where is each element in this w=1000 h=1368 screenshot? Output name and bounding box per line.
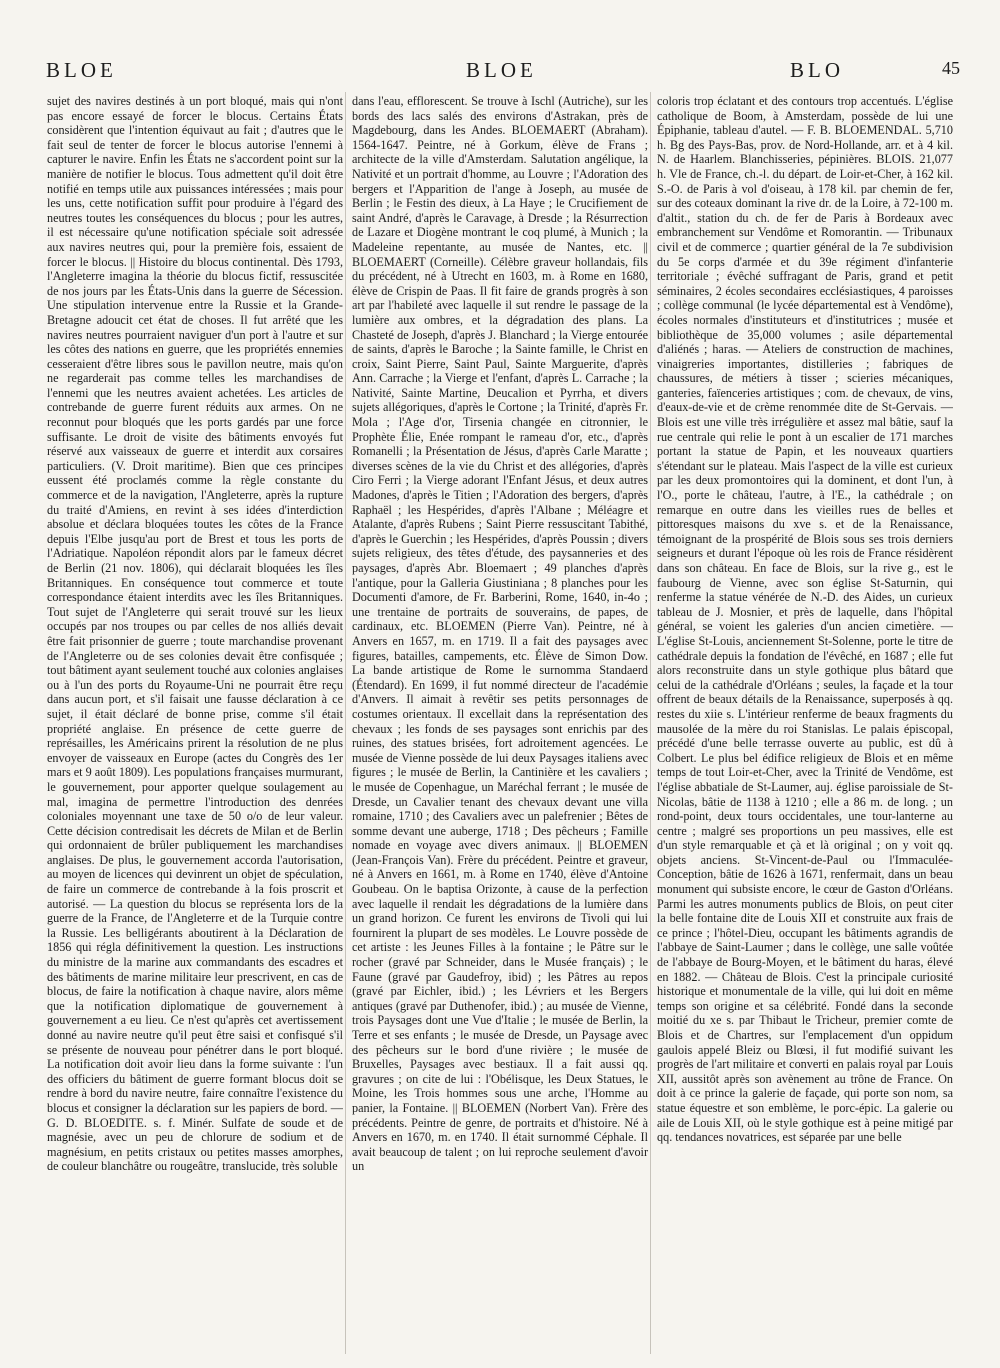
- column-divider: [345, 92, 346, 1354]
- header-center-word: BLOE: [466, 58, 537, 82]
- text-column-2: [352, 94, 648, 1350]
- text-column-1: [47, 94, 343, 1350]
- column-3-text: coloris trop éclatant et des contours trop accentués. L'église catholique de Boom, à Amsterdam, possède de lui une Épiphanie, tableau d'autel. — F. B. BLOEMENDAL. 5,710 h. Bg des Pays-Bas, prov. de Nord-Hollande, arr. et à 4 kil. N. de Haarlem. Blanchisseries, pépinières. BLOIS. 21,077 h. Vle de France, ch.-l. du départ. de Loir-et-Cher, à 162 kil. S.-O. de Paris à vol d'oiseau, à 178 kil. par chemin de fer, sur des coteaux dominant la rive dr. de la Loire, à 72-100 m. d'altit., station du ch. de fer de Paris à Bordeaux avec embranchement sur Vendôme et Romorantin. — Tribunaux civil et de commerce ; quartier général de la 7e subdivision du 5e corps d'armée et du 39e régiment d'infanterie territoriale ; évêché suffragant de Paris, grand et petit séminaires, 2 écoles secondaires ecclésiastiques, 4 paroisses ; collège communal (le lycée départemental est à Vendôme), écoles normales d'instituteurs et d'institutrices ; musée et bibliothèque de 35,000 volumes ; asile départemental d'aliénés ; haras. — Ateliers de construction de machines, vinaigreries importantes, distilleries ; fabriques de chaussures, de métiers à tisser ; scieries mécaniques, ganteries, faïenceries artistiques ; com. de chevaux, de vins, d'eaux-de-vie et de crème renommée dite de St-Gervais. — Blois est une ville très irrégulière et assez mal bâtie, sauf la rue centrale qui relie le pont à un escalier de 171 marches portant la statue de Papin, et les nouveaux quartiers s'étendant sur le plateau. Mais l'aspect de la ville est curieux par les deux promontoires qui la dominent, et dont l'un, à l'O., porte le château, l'autre, à l'E., la cathédrale ; on remarque en outre dans les vieilles rues de belles et pittoresques maisons du xve s. et de la Renaissance, témoignant de la prospérité de Blois sous ses trois derniers seigneurs et durant l'époque où les rois de France résidèrent dans son château. En face de Blois, sur la rive g., est le faubourg de Vienne, avec son église St-Saturnin, qui renferme la statue vénérée de N.-D. des Aides, un curieux tableau de J. Mosnier, et près de laquelle, dans l'hôpital général, se voient les galeries d'un ancien cimetière. — L'église St-Louis, anciennement St-Solenne, porte le titre de cathédrale depuis la fondation de l'évêché, en 1687 ; elle fut alors reconstruite dans un style gothique plus bâtard que celui de la cathédrale d'Orléans ; seules, la façade et la tour offrent de beaux détails de la Renaissance, superposés à qq. restes du xiie s. L'intérieur renferme de beaux fragments du mausolée de la mère du roi Stanislas. Le palais épiscopal, précédé d'une belle terrasse ouverte au public, est dû à Colbert. Le plus bel édifice religieux de Blois et en même temps de tout Loir-et-Cher, avec la Trinité de Vendôme, est l'église abbatiale de St-Laumer, auj. église paroissiale de St-Nicolas, bâtie de 1138 à 1210 ; elle a 86 m. de long. ; un rond-point, deux tours occidentales, une tour-lanterne au centre ; malgré ses proportions un peu massives, elle est d'un style remarquable et çà et là original ; on y voit qq. objets anciens. St-Vincent-de-Paul ou l'Immaculée-Conception, bâtie de 1626 à 1671, renfermait, dans un beau monument qui subsiste encore, le cœur de Gaston d'Orléans. Parmi les autres monuments publics de Blois, on peut citer la belle fontaine dite de Louis XII et construite aux frais de ce prince ; l'hôtel-Dieu, occupant les bâtiments agrandis de l'abbaye de Saint-Laumer ; dans le collège, une salle voûtée de l'abbaye de Bourg-Moyen, et le bâtiment du haras, élevé en 1882. — Château de Blois. C'est la principale curiosité historique et monumentale de la ville, qui lui doit en même temps son origine et sa célébrité. Fondé dans la seconde moitié du xe s. par Thibaut le Tricheur, premier comte de Blois et de Chartres, sur l'emplacement d'un oppidum gaulois appelé Bleiz ou Blœsi, il fut modifié suivant les progrès de l'art militaire et converti en palais royal par Louis XII, aussitôt après son avènement au trône de France. On doit à ce prince la galerie de façade, qui porte son nom, sa statue équestre et son emblème, le porc-épic. La galerie ou aile de Louis XII, où le style gothique est à peine mitigé par qq. tendances novatrices, est séparée par une belle: [657, 94, 953, 1145]
- column-2-text: dans l'eau, efflorescent. Se trouve à Ischl (Autriche), sur les bords des lacs salés des environs d'Astrakan, près de Magdebourg, dans les Andes. BLOEMAERT (Abraham). 1564-1647. Peintre, né à Gorkum, élève de Frans ; architecte de la ville d'Amsterdam. Salutation angélique, la Nativité et un portrait d'homme, au Louvre ; l'Adoration des bergers et l'Apparition de l'ange à Joseph, au musée de Berlin ; le Festin des dieux, à La Haye ; le Crucifiement de saint André, d'après le Caravage, à Dresde ; la Résurrection de Lazare et Diogène montrant le coq plumé, à Munich ; la Madeleine repentante, au musée de Nantes, etc. || BLOEMAERT (Corneille). Célèbre graveur hollandais, fils du précédent, né à Utrecht en 1603, m. à Rome en 1680, élève de Crispin de Paas. Il fit faire de grands progrès à son art par l'habileté avec laquelle il sut rendre le passage de la lumière aux ombres, et la dégradation des plans. La Chasteté de Joseph, d'après J. Blanchard ; la Vierge entourée de saints, d'après le Baroche ; la Sainte famille, le Christ en croix, Saint Pierre, Saint Paul, Sainte Marguerite, d'après Ann. Carrache ; la Vierge et l'enfant, d'après L. Carrache ; la Nativité, Sainte Martine, Deucalion et Pyrrha, et divers sujets allégoriques, d'après le Cortone ; la Trinité, d'après Fr. Mola ; l'Age d'or, Tirsenia changée en citronnier, le Prophète Élie, Enée rompant le rameau d'or, etc., d'après Romanelli ; la Présentation de Jésus, d'après Carle Maratte ; diverses scènes de la vie du Christ et des allégories, d'après Ciro Ferri ; la Vierge adorant l'Enfant Jésus, et deux autres Madones, d'après le Titien ; l'Adoration des bergers, d'après Raphaël ; les Hespérides, d'après l'Albane ; Méléagre et Atalante, d'après Rubens ; Saint Pierre ressuscitant Tabithé, d'après le Guerchin ; les Hespérides, d'après Poussin ; divers sujets religieux, des têtes d'étude, des paysanneries et des paysages, d'après Abr. Bloemaert ; 49 planches d'après l'antique, pour la Galleria Giustiniana ; 8 planches pour les Documenti d'amore, de Fr. Barberini, Rome, 1640, in-4o ; une trentaine de portraits de souverains, de papes, de cardinaux, etc. BLOEMEN (Pierre Van). Peintre, né à Anvers en 1657, m. en 1719. Il a fait des paysages avec figures, batailles, campements, etc. Élève de Simon Dow. La bande artistique de Rome le surnomma Standaerd (Étendard). En 1699, il fut nommé directeur de l'académie d'Anvers. Il aimait à revêtir ses petits personnages de costumes orientaux. Il excellait dans la représentation des chevaux ; les fonds de ses paysages sont enrichis par des ruines, des statues brisées, fort adroitement agencées. Le musée de Vienne possède de lui deux Paysages italiens avec figures ; le musée de Berlin, la Cantinière et les cavaliers ; le musée de Copenhague, un Maréchal ferrant ; le musée de Dresde, un Cavalier tenant des chevaux devant une villa romaine, 1710 ; des Cavaliers avec un palefrenier ; Bêtes de somme devant une auberge, 1718 ; Des pêcheurs ; Famille nomade en voyage avec divers animaux. || BLOEMEN (Jean-François Van). Frère du précédent. Peintre et graveur, né à Anvers en 1661, m. à Rome en 1740, élève d'Antoine Goubeau. On le baptisa Orizonte, à cause de la perfection avec laquelle il rendait les dégradations de la lumière dans un grand horizon. Ce furent les environs de Tivoli qui lui fournirent la plupart de ses modèles. Le Louvre possède de cet artiste : les Jeunes Filles à la fontaine ; le Pâtre sur le rocher (gravé par Schneider, dans le Musée français) ; le Faune (gravé par Gaudefroy, ibid) ; les Pâtres au repos (gravé par Eichler, ibid.) ; les Lévriers et les Bergers antiques (gravé par Duthenofer, ibid.) ; au musée de Vienne, trois Paysages dont une Vue d'Italie ; le musée de Berlin, la Terre et ses enfants ; le musée de Dresde, un Paysage avec des pêcheurs sur le bord d'une rivière ; le musée de Bruxelles, Paysages avec bestiaux. Il a fait aussi qq. gravures ; on cite de lui : l'Obélisque, les Deux Statues, le Moine, les Trois hommes sous une arche, l'Homme au panier, la Fontaine. || BLOEMEN (Norbert Van). Frère des précédents. Peintre de genre, de portraits et d'histoire. Né à Anvers en 1670, m. en 1740. Il était surnommé Céphale. Il avait beaucoup de talent ; on lui reproche seulement d'avoir un: [352, 94, 648, 1174]
- header-right-word: BLO: [790, 58, 844, 82]
- running-header: [40, 58, 960, 84]
- header-left-word: BLOE: [46, 58, 117, 82]
- column-divider: [650, 92, 651, 1354]
- text-column-3: [657, 94, 953, 1350]
- column-1-text: sujet des navires destinés à un port bloqué, mais qui n'ont pas encore essayé de forcer le blocus. Certains États considèrent que l'intention équivaut au fait ; d'autres que le fait seul de tenter de forcer le blocus autorise l'ennemi à capturer le navire. Enfin les États ne s'accordent point sur la manière de notifier le blocus. Tous admettent qu'il doit être notifié en temps utile aux puissances intéressées ; mais pour les uns, cette notification suffit pour produire à l'égard des neutres toutes les conséquences du blocus ; pour les autres, il est nécessaire qu'une notification spéciale soit adressée aux navires neutres qui, pour la première fois, essaient de forcer le blocus. || Histoire du blocus continental. Dès 1793, l'Angleterre imagina la théorie du blocus fictif, ressuscitée de nos jours par les États-Unis dans la guerre de Sécession. Une stipulation intervenue entre la Russie et la Grande-Bretagne adoucit cet état de choses. Il fut arrêté que les navires neutres pourraient naviguer d'un port à l'autre et sur les côtes des nations en guerre, que les propriétés ennemies cesseraient d'être libres sous le pavillon neutre, mais qu'on ne regarderait pas comme telles les marchandises de l'ennemi que les neutres avaient achetées. Les articles de contrebande de guerre furent réduits aux armes. On ne reconnut pour bloqués que les ports gardés par une force suffisante. Le droit de visite des bâtiments envoyés fut réservé aux vaisseaux de guerre et interdit aux corsaires particuliers. (V. Droit maritime). Bien que ces principes eussent été proclamés comme la règle constante du commerce et de la navigation, l'Angleterre, après la rupture du traité d'Amiens, en revint à ses idées d'interdiction absolue et déclara bloquées toutes les côtes de la France depuis l'Elbe jusqu'au port de Brest et tous les ports de l'Adriatique. Napoléon répondit alors par le fameux décret de Berlin (21 nov. 1806), qui déclarait bloquées les îles Britanniques. En conséquence tout commerce et toute correspondance étaient interdits avec les îles Britanniques. Tout sujet de l'Angleterre qui serait trouvé sur les lieux occupés par nos troupes ou par celles de nos alliés devait être fait prisonnier de guerre ; toute marchandise provenant de l'Angleterre ou de ses colonies devait être confisquée ; tout bâtiment ayant seulement touché aux colonies anglaises ou à l'un des ports du Royaume-Uni ne pourrait être reçu dans aucun port, et s'il faisait une fausse déclaration à ce sujet, il était déclaré de bonne prise, comme s'il était propriété anglaise. En présence de cette guerre de représailles, les Américains prirent la résolution de ne plus envoyer de vaisseaux en Europe (actes du Congrès des 1er mars et 9 août 1809). Les populations françaises murmurant, le gouvernement, pour apporter quelque soulagement au mal, imagina de permettre l'introduction des denrées coloniales moyennant une taxe de 50 o/o de leur valeur. Cette décision contredisait les décrets de Milan et de Berlin qui ordonnaient de brûler publiquement les marchandises anglaises. De plus, le gouvernement accorda l'autorisation, au moyen de licences qui devinrent un objet de spéculation, de faire un commerce de contrebande à la fois proscrit et autorisé. — La question du blocus se représenta lors de la guerre de la France, de l'Angleterre et de la Turquie contre la Russie. Les belligérants aboutirent à la Déclaration de 1856 qui régla définitivement la question. Les instructions du ministre de la marine aux commandants des escadres et des bâtiments de marine militaire leur prescrivent, en cas de blocus, de faire la notification à chaque navire, alors même que la notification diplomatique de gouvernement à gouvernement a eu lieu. Ce n'est qu'après cet avertissement donné au navire neutre qu'il peut être saisi et confisqué s'il se présente de nouveau pour pénétrer dans le port bloqué. La notification doit avoir lieu dans la forme suivante : l'un des officiers du bâtiment de guerre formant blocus doit se rendre à bord du navire neutre, faire connaître l'existence du blocus et consigner la déclaration sur les papiers de bord. — G. D. BLOEDITE. s. f. Minér. Sulfate de soude et de magnésie, avec un peu de chlorure de sodium et de magnésium, en petits cristaux ou petites masses amorphes, de couleur blanchâtre ou rougeâtre, translucide, très soluble: [47, 94, 343, 1174]
- page-number: 45: [942, 58, 960, 78]
